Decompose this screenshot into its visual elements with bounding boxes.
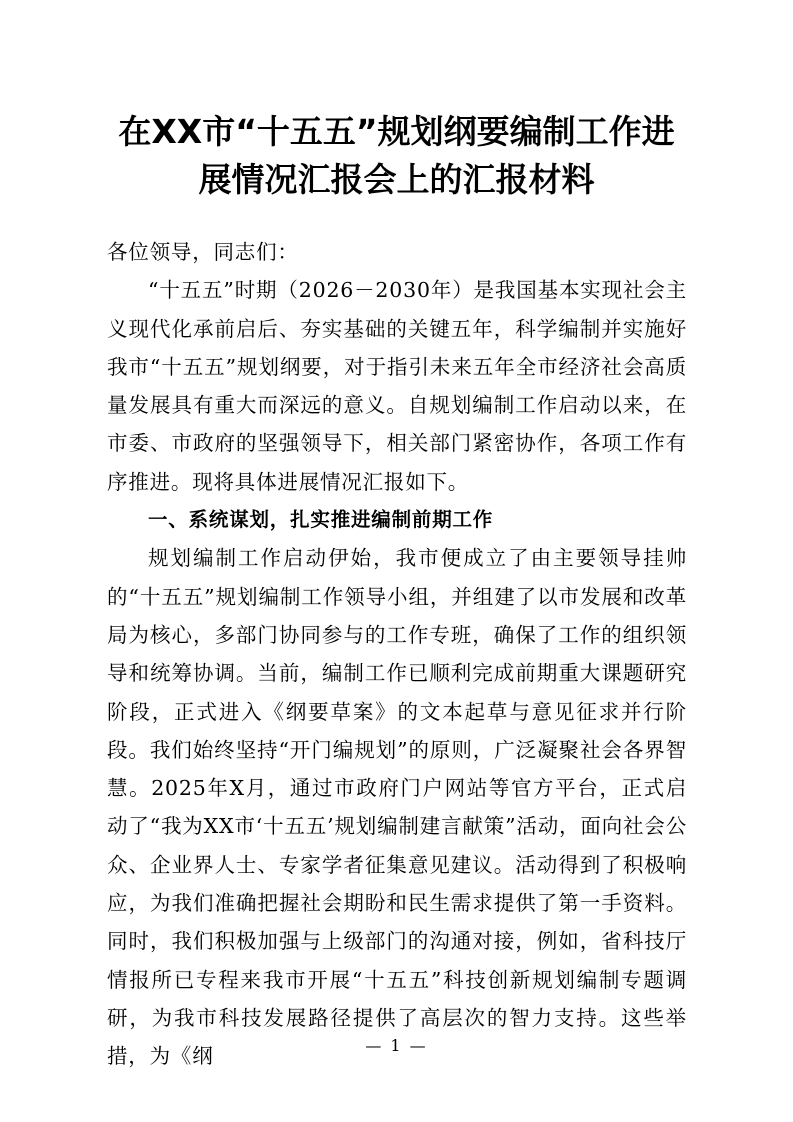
section-heading-1: 一、系统谋划，扎实推进编制前期工作 xyxy=(148,508,494,532)
section-1-paragraph: 规划编制工作启动伊始，我市便成立了由主要领导挂帅的“十五五”规划编制工作领导小组，并组建了以市发展和改革局为核心，多部门协同参与的工作专班，确保了工作的组织领导和统筹协调。当前，编制工作已顺利完成前期重大课题研究阶段，正式进入《纲要草案》的文本起草与意见征求并行阶段。我们始终坚持“开门编规划”的原则，广泛凝聚社会各界智慧。2025年X月，通过市政府门户网站等官方平台，正式启动了“我为XX市‘十五五’规划编制建言献策”活动，面向社会公众、企业界人士、专家学者征集意见建议。活动得到了积极响应，为我们准确把握社会期盼和民生需求提供了第一手资料。同时，我们积极加强与上级部门的沟通对接，例如，省科技厅情报所已专程来我市开展“十五五”科技创新规划编制专题调研，为我市科技发展路径提供了高层次的智力支持。这些举措，为《纲 xyxy=(107,546,687,1069)
title-line-1: 在XX市“十五五”规划纲要编制工作进 xyxy=(118,112,675,151)
salutation: 各位领导，同志们： xyxy=(107,240,299,264)
page-title xyxy=(100,108,693,204)
document-body xyxy=(107,233,687,1076)
intro-paragraph: “十五五”时期（2026－2030年）是我国基本实现社会主义现代化承前启后、夯实基础的关键五年，科学编制并实施好我市“十五五”规划纲要，对于指引未来五年全市经济社会高质量发展具有重大而深远的意义。自规划编制工作启动以来，在市委、市政府的坚强领导下，相关部门紧密协作，各项工作有序推进。现将具体进展情况汇报如下。 xyxy=(107,278,687,494)
page-number: — 1 — xyxy=(365,1036,428,1055)
title-line-2: 展情况汇报会上的汇报材料 xyxy=(198,160,595,199)
